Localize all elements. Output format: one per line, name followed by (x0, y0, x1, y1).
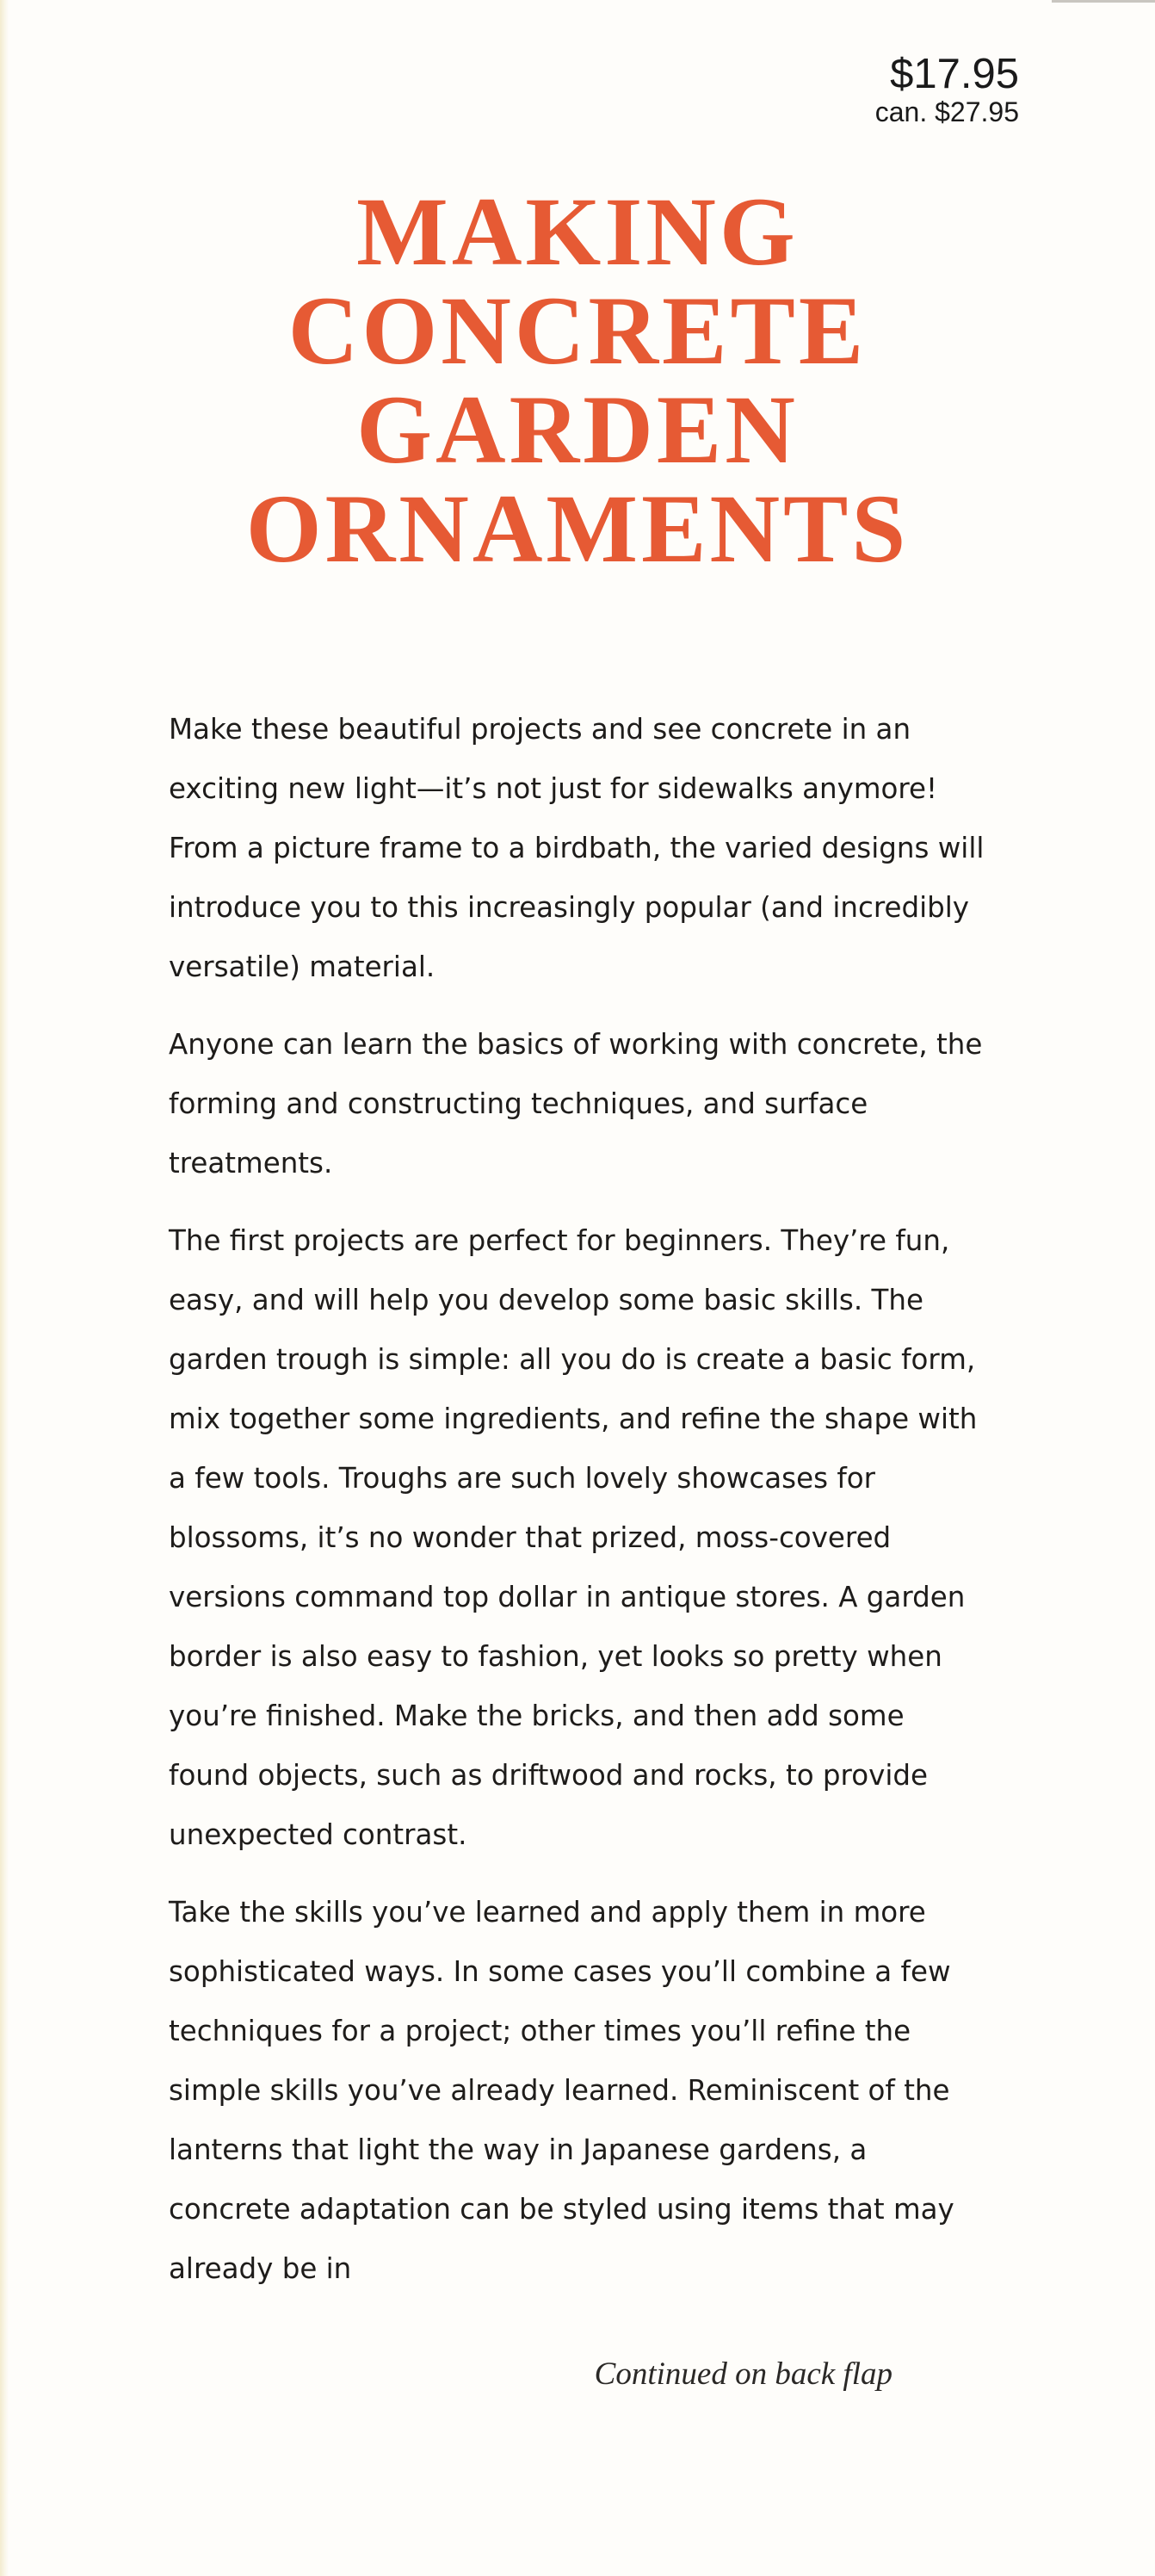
paragraph-advanced-projects: Take the skills you’ve learned and apply them in more sophisticated ways. In some cases you’ll combine a few techniques for a project; other times you’ll refine the simple skills you’ve already learned. Reminiscent of the lanterns that light the way in Japanese gardens, a concrete adaptation can be styled using items that may already be in (169, 1896, 954, 2285)
top-edge-rule (1052, 0, 1155, 3)
title-line-3: GARDEN (356, 376, 799, 484)
paragraph-basics: Anyone can learn the basics of working with concrete, the forming and constructing techniques, and surface treatments. (169, 1028, 983, 1180)
continued-on-back-flap: Continued on back flap (594, 2356, 892, 2392)
flap-description (169, 700, 986, 2317)
title-line-1: MAKING (356, 178, 799, 286)
price-block (875, 52, 1019, 127)
book-title (0, 178, 1155, 583)
paragraph-beginner-projects: The first projects are perfect for beginners. They’re fun, easy, and will help you develop some basic skills. The garden trough is simple: all you do is create a basic form, mix together some ingredients, and refine the shape with a few tools. Troughs are such lovely showcases for blossoms, it’s no wonder that prized, moss-covered versions command top dollar in antique stores. A garden border is also easy to fashion, yet looks so pretty when you’re finished. Make the bricks, and then add some found objects, such as driftwood and rocks, to provide unexpected contrast. (169, 1224, 978, 1851)
us-price: $17.95 (890, 51, 1019, 97)
canadian-price: can. $27.95 (874, 96, 1019, 127)
title-line-2: CONCRETE (287, 277, 868, 385)
paragraph-intro: Make these beautiful projects and see concrete in an exciting new light—it’s not just for sidewalks anymore! From a picture frame to a birdbath, the varied designs will introduce you to this increasingly popular (and incredibly versatile) material. (169, 713, 985, 983)
title-line-4: ORNAMENTS (245, 475, 910, 583)
